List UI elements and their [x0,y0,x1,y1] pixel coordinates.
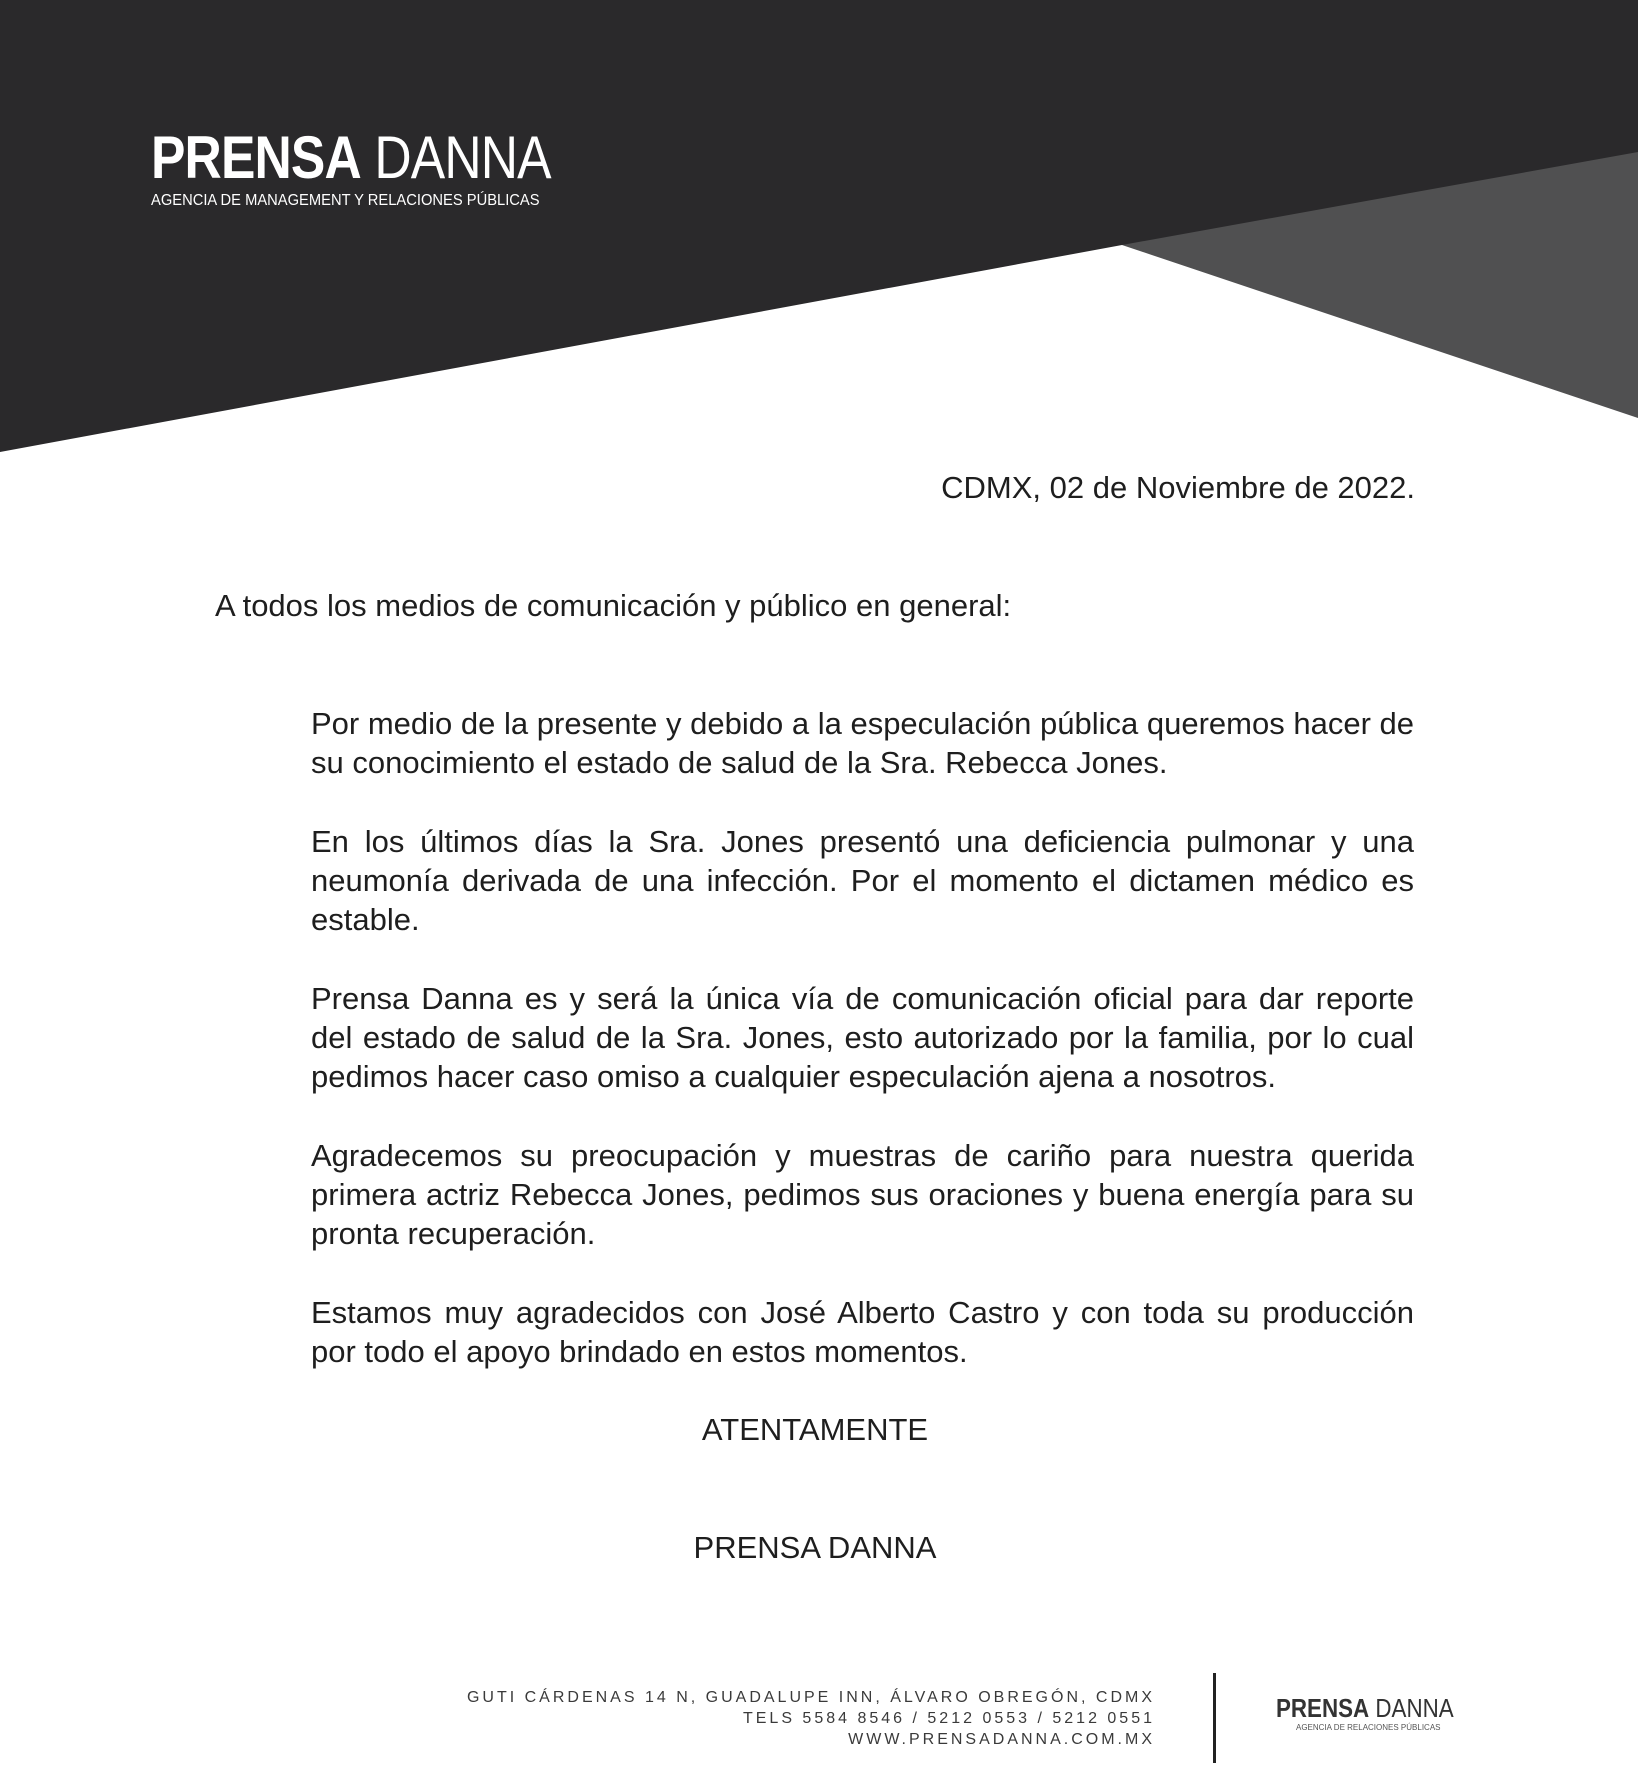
logo-tagline: AGENCIA DE MANAGEMENT Y RELACIONES PÚBLICAS [151,192,540,209]
letter-paragraph: Por medio de la presente y debido a la especulación pública queremos hacer de su conocimiento el estado de salud de la Sra. Rebecca Jones. [311,706,1414,780]
footer-divider [1213,1673,1216,1763]
header-background [0,0,1638,460]
footer-logo-tagline: AGENCIA DE RELACIONES PÚBLICAS [1296,1723,1441,1732]
footer-contact [467,1687,1155,1750]
letter-paragraph: Agradecemos su preocupación y muestras de cariño para nuestra querida primera actriz Rebecca Jones, pedimos sus oraciones y buena energía para su pronta recuperación. [311,1138,1414,1251]
letter-body [311,704,1414,1411]
letter-paragraph: Estamos muy agradecidos con José Alberto Castro y con toda su producción por todo el apoyo brindado en estos momentos. [311,1295,1414,1369]
header-logo [151,124,616,210]
footer-logo [1276,1695,1483,1732]
footer-phones: TELS 5584 8546 / 5212 0553 / 5212 0551 [742,1710,1155,1727]
letter-paragraph: Prensa Danna es y será la única vía de comunicación oficial para dar reporte del estado de salud de la Sra. Jones, esto autorizado por la familia, por lo cual pedimos hacer caso omiso a cualquier especulación ajena a nosotros. [311,981,1414,1094]
footer-logo-name [1276,1695,1454,1721]
letter-signature: PRENSA DANNA [693,1530,937,1565]
logo-name-light: DANNA [374,124,551,191]
letter-date: CDMX, 02 de Noviembre de 2022. [941,470,1415,505]
letter-paragraph: En los últimos días la Sra. Jones presentó una deficiencia pulmonar y una neumonía derivada de una infección. Por el momento el dictamen médico es estable. [311,824,1414,937]
logo-name-bold: PRENSA [151,124,361,191]
logo-name [151,124,551,191]
footer-website: WWW.PRENSADANNA.COM.MX [848,1731,1155,1748]
letter-salutation: A todos los medios de comunicación y público en general: [215,588,1012,623]
footer-logo-name-bold: PRENSA [1276,1693,1370,1723]
footer-address-line: GUTI CÁRDENAS 14 N, GUADALUPE INN, ÁLVARO OBREGÓN, CDMX [466,1689,1155,1706]
letter-closing: ATENTAMENTE [701,1412,929,1447]
footer-logo-name-light: DANNA [1375,1693,1454,1723]
